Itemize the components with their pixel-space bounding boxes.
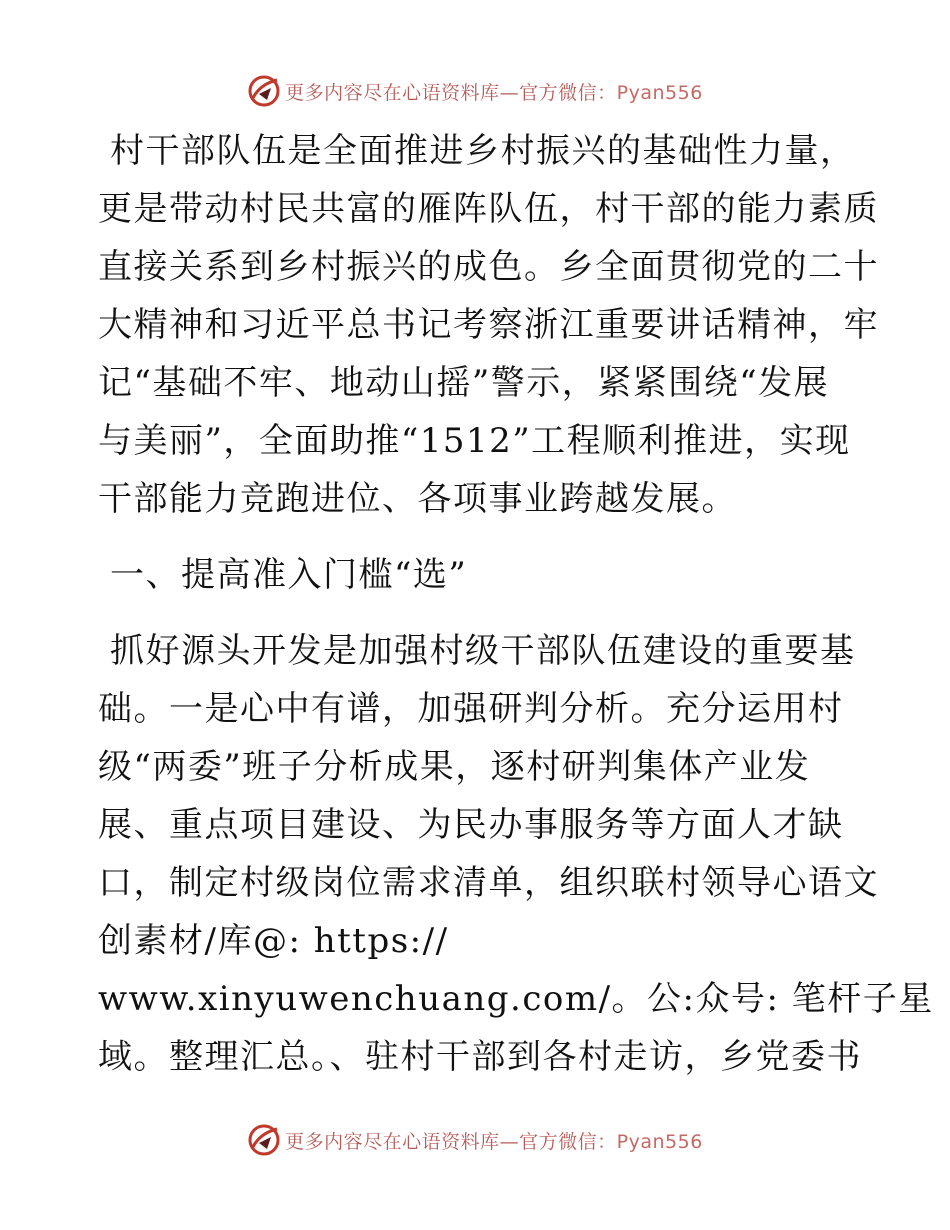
text-line: www.xinyuwenchuang.com/。公:众号: 笔杆子星: [98, 979, 934, 1019]
text-line: 更是带动村民共富的雁阵队伍，村干部的能力素质: [98, 189, 879, 229]
paragraph-1: [98, 122, 879, 528]
footer-banner-text: 更多内容尽在心语资料库—官方微信：Pyan556: [285, 1130, 703, 1153]
text-line: 记“基础不牢、地动山摇”警示，紧紧围绕“发展: [98, 363, 830, 403]
footer-banner-account: Pyan556: [616, 1130, 703, 1153]
header-banner: [0, 71, 950, 111]
header-banner-account: Pyan556: [616, 81, 703, 104]
brand-logo-icon: [247, 74, 281, 108]
text-line: 干部能力竞跑进位、各项事业跨越发展。: [98, 479, 737, 519]
text-line: 级“两委”班子分析成果，逐村研判集体产业发: [98, 747, 811, 787]
text-line: 直接关系到乡村振兴的成色。乡全面贯彻党的二十: [98, 247, 879, 287]
text-line: 与美丽”，全面助推“1512”工程顺利推进，实现: [98, 421, 851, 461]
text-line: 础。一是心中有谱，加强研判分析。充分运用村: [98, 689, 844, 729]
text-line: 村干部队伍是全面推进乡村振兴的基础性力量，: [110, 131, 856, 171]
footer-banner: [0, 1120, 950, 1160]
paragraph-2: [98, 622, 934, 1086]
document-body: [98, 122, 934, 1086]
section-heading: [98, 546, 858, 604]
brand-logo-icon: [247, 1123, 281, 1157]
text-line: 口，制定村级岗位需求清单，组织联村领导心语文: [98, 863, 879, 903]
text-line: 域。整理汇总。、驻村干部到各村走访，乡党委书: [98, 1037, 862, 1077]
header-banner-text: 更多内容尽在心语资料库—官方微信：Pyan556: [285, 81, 703, 104]
text-line: 大精神和习近平总书记考察浙江重要讲话精神，牢: [98, 305, 879, 345]
text-line: 创素材/库@: https://: [98, 921, 449, 961]
section-heading-text: 一、提高准入门槛“选”: [110, 555, 468, 595]
text-line: 抓好源头开发是加强村级干部队伍建设的重要基: [110, 631, 856, 671]
text-line: 展、重点项目建设、为民办事服务等方面人才缺: [98, 805, 844, 845]
